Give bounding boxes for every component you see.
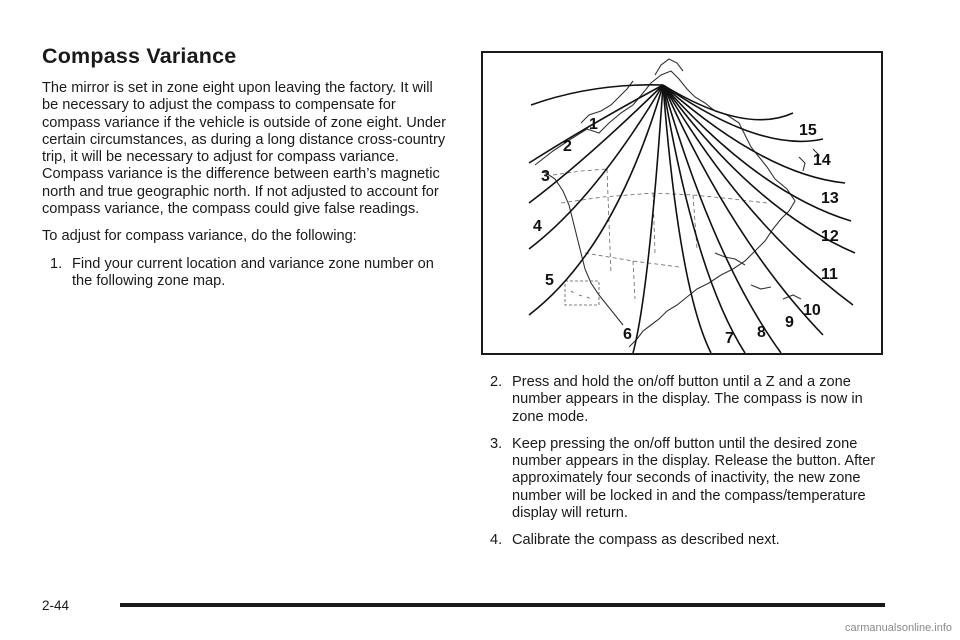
border-lines <box>553 169 767 299</box>
isoline <box>663 85 781 353</box>
step-item <box>482 532 882 549</box>
step-number: 2. <box>490 374 503 390</box>
step-number: 4. <box>490 532 503 549</box>
zone-label: 10 <box>803 302 821 319</box>
step-text: Press and hold the on/off button until a Z and a zone number appears in the display. The compass is now in zone mode. <box>512 374 863 425</box>
step-number: 1. <box>50 255 63 272</box>
zone-label: 15 <box>799 122 817 139</box>
zone-label: 6 <box>623 326 632 343</box>
step-item <box>42 256 452 291</box>
step-text: Keep pressing the on/off button until the desired zone number appears in the display. Release the button. After approximately four seconds of inactivity, the new zone number will be locked in and the compass/temperature display will return. <box>512 435 876 522</box>
zone-label: 11 <box>821 266 838 283</box>
isoline <box>529 85 663 249</box>
zone-label: 8 <box>757 324 766 341</box>
hawaii-inset <box>565 281 599 305</box>
step-item <box>482 374 882 426</box>
zone-label: 9 <box>785 314 794 331</box>
left-column <box>42 80 452 300</box>
zone-label: 14 <box>813 152 831 169</box>
instructions-lead-in: To adjust for compass variance, do the following: <box>42 228 357 245</box>
zone-label: 7 <box>725 330 734 347</box>
page-number: 2-44 <box>42 598 70 613</box>
watermark: carmanualsonline.info <box>844 622 952 634</box>
zone-label: 13 <box>821 190 839 207</box>
zone-label: 2 <box>563 138 572 155</box>
zone-map <box>481 51 883 355</box>
footer-rule <box>120 603 885 607</box>
zone-map-drawing <box>483 53 881 353</box>
zone-label: 12 <box>821 228 839 245</box>
zone-label: 4 <box>533 218 542 235</box>
zone-label: 1 <box>589 116 598 133</box>
right-column <box>482 374 882 560</box>
zone-label: 3 <box>541 168 550 185</box>
page-title: Compass Variance <box>42 44 237 68</box>
step-text: Calibrate the compass as described next. <box>512 532 780 549</box>
step-number: 3. <box>490 435 503 452</box>
zone-label: 5 <box>545 272 554 289</box>
zone-label-set <box>533 116 839 347</box>
step-text: Find your current location and variance zone number on the following zone map. <box>72 255 434 289</box>
intro-paragraph: The mirror is set in zone eight upon leaving the factory. It will be necessary to adjust the compass to compensate for compass variance if the vehicle is outside of zone eight. Under certain circumstances, as during a long distance cross-country trip, it will be necessary to adjust for compass variance. Compass variance is the difference between earth’s magnetic north and true geographic north. If not adjusted to account for compass variance, the compass could give false readings. <box>42 80 446 218</box>
step-item <box>482 436 882 522</box>
